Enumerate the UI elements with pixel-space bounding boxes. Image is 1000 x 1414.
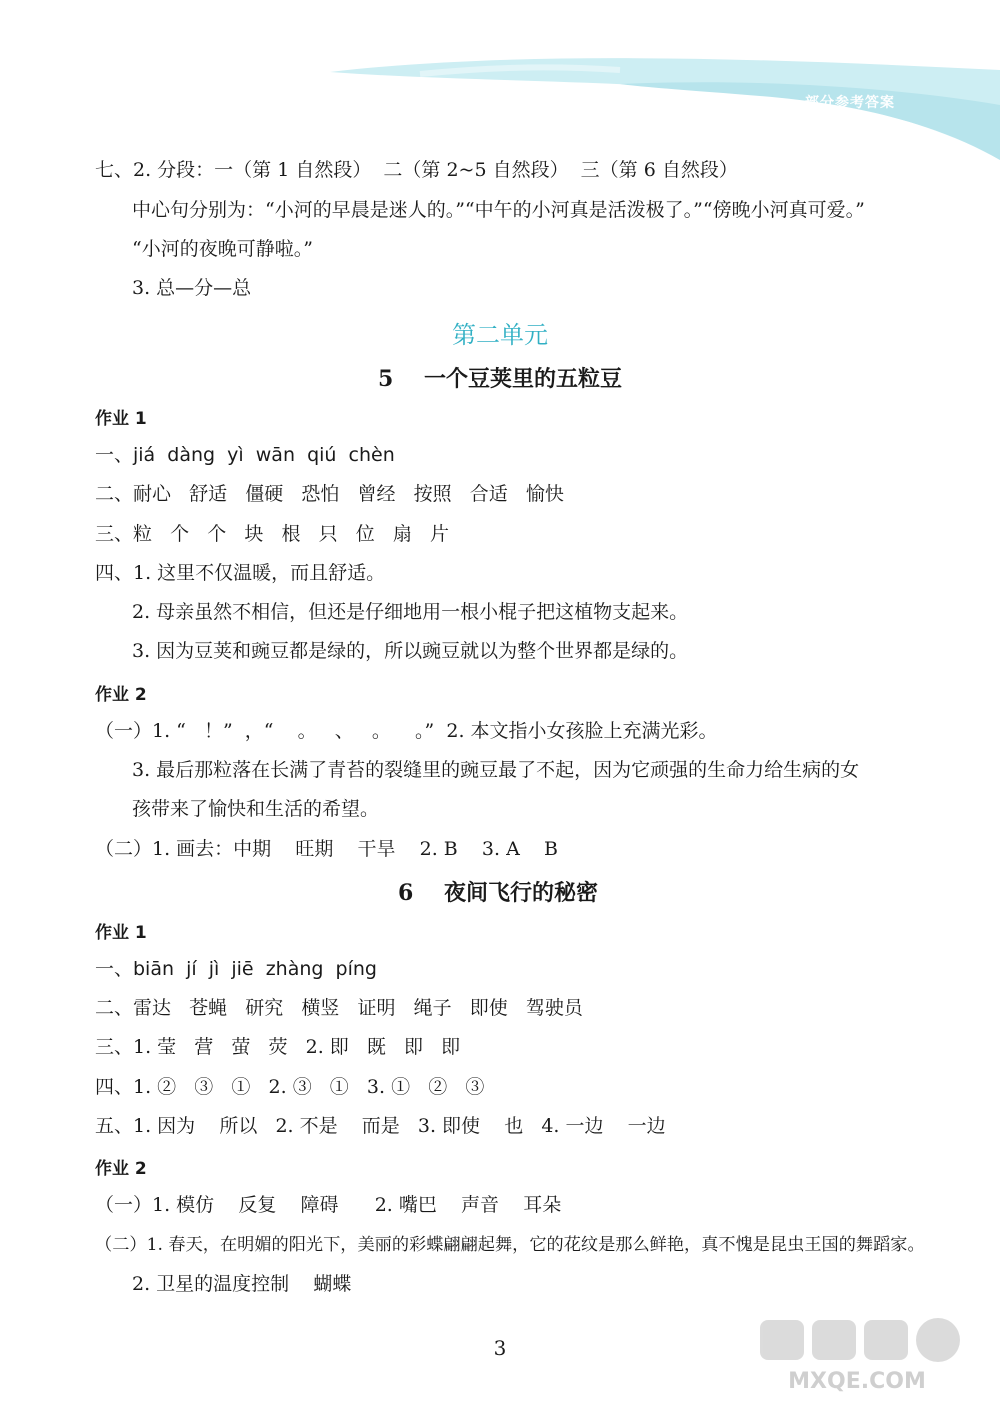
answer-line: 2. 母亲虽然不相信，但还是仔细地用一根小棍子把这植物支起来。 xyxy=(132,601,689,623)
header-band xyxy=(0,0,1000,170)
watermark-logo xyxy=(742,1314,972,1396)
answer-line: 三、1. 莹 营 萤 荧 2. 即 既 即 即 xyxy=(95,1036,461,1058)
answer-line: 孩带来了愉快和生活的希望。 xyxy=(132,798,380,820)
lesson-title: 6 夜间飞行的秘密 xyxy=(398,880,598,906)
answer-line: （一）1. “ ！” ，“ 。 、 。 。” 2. 本文指小女孩脸上充满光彩。 xyxy=(95,720,718,742)
lesson-title: 5 一个豆荚里的五粒豆 xyxy=(378,366,622,392)
answer-line: 七、2. 分段：一（第 1 自然段） 二（第 2~5 自然段） 三（第 6 自然段） xyxy=(95,159,738,181)
answer-line: 3. 最后那粒落在长满了青苔的裂缝里的豌豆最了不起，因为它顽强的生命力给生病的女 xyxy=(132,759,860,781)
unit-title: 第二单元 xyxy=(452,321,548,349)
answer-line: 2. 卫星的温度控制 蝴蝶 xyxy=(132,1273,352,1295)
homework-heading: 作业 1 xyxy=(95,409,147,429)
watermark-text: MXQE.COM xyxy=(788,1369,926,1394)
page-number: 3 xyxy=(493,1336,507,1360)
answer-line: （二）1. 画去：中期 旺期 干旱 2. B 3. A B xyxy=(95,838,558,860)
answer-line: 四、1. ② ③ ① 2. ③ ① 3. ① ② ③ xyxy=(95,1076,485,1098)
answer-line: 3. 因为豆荚和豌豆都是绿的，所以豌豆就以为整个世界都是绿的。 xyxy=(132,640,689,662)
answer-line: （一）1. 模仿 反复 障碍 2. 嘴巴 声音 耳朵 xyxy=(95,1194,562,1216)
answer-line: “小河的夜晚可静啦。” xyxy=(132,238,313,260)
homework-heading: 作业 1 xyxy=(95,923,147,943)
answer-line: 一、jiá dàng yì wān qiú chèn xyxy=(95,444,395,466)
answer-line: 3. 总—分—总 xyxy=(132,277,252,299)
answer-line: 二、耐心 舒适 僵硬 恐怕 曾经 按照 合适 愉快 xyxy=(95,483,564,505)
answer-line: 中心句分别为：“小河的早晨是迷人的。”“中午的小河真是活泼极了。”“傍晚小河真可爱。” xyxy=(132,199,865,221)
answer-line: 三、粒 个 个 块 根 只 位 扇 片 xyxy=(95,523,449,545)
homework-heading: 作业 2 xyxy=(95,1159,147,1179)
homework-heading: 作业 2 xyxy=(95,685,147,705)
header-label: 部分参考答案 xyxy=(805,95,895,111)
answer-line: 四、1. 这里不仅温暖，而且舒适。 xyxy=(95,562,386,584)
answer-line: 二、雷达 苍蝇 研究 横竖 证明 绳子 即使 驾驶员 xyxy=(95,997,583,1019)
answer-line: （二）1. 春天，在明媚的阳光下，美丽的彩蝶翩翩起舞，它的花纹是那么鲜艳，真不愧是昆虫王国的舞蹈家。 xyxy=(95,1235,925,1255)
answer-line: 五、1. 因为 所以 2. 不是 而是 3. 即使 也 4. 一边 一边 xyxy=(95,1115,666,1137)
answer-line: 一、biān jí jì jiē zhàng píng xyxy=(95,958,377,980)
